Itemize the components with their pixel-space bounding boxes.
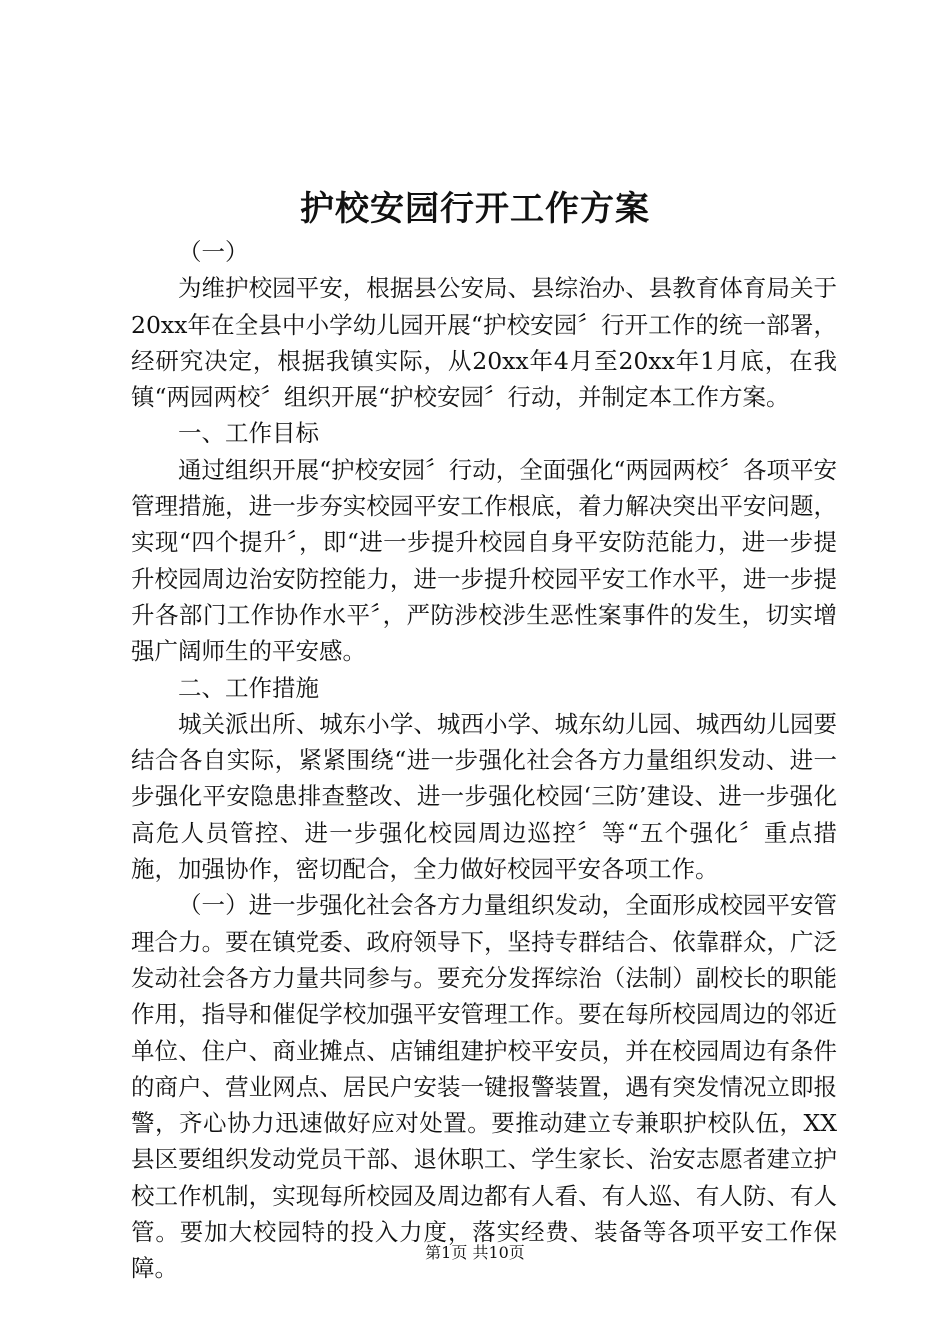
measures-paragraph: 城关派出所、城东小学、城西小学、城东幼儿园、城西幼儿园要结合各自实际，紧紧围绕“进一步强化社会各方力量组织发动、进一步强化平安隐患排查整改、进一步强化校园‘三防’建设、进一步强化高危人员管控、进一步强化校园周边巡控〞等“五个强化〞重点措施，加强协作，密切配合，全力做好校园平安各项工作。: [131, 709, 837, 884]
section-heading-goals: 一、工作目标: [178, 419, 319, 448]
page-number-footer: 第1页 共10页: [425, 1243, 525, 1262]
goals-paragraph: 通过组织开展“护校安园〞行动，全面强化“两园两校〞各项平安管理措施，进一步夯实校园平安工作根底，着力解决突出平安问题，实现“四个提升〞，即“进一步提升校园自身平安防范能力，进一步提升校园周边治安防控能力，进一步提升校园平安工作水平，进一步提升各部门工作协作水平〞，严防涉校涉生恶性案事件的发生，切实增强广阔师生的平安感。: [131, 455, 837, 666]
intro-paragraph: 为维护校园平安，根据县公安局、县综治办、县教育体育局关于20xx年在全县中小学幼儿园开展“护校安园〞行开工作的统一部署，经研究决定，根据我镇实际，从20xx年4月至20xx年1月底，在我镇“两园两校〞组织开展“护校安园〞行动，并制定本工作方案。: [131, 274, 837, 412]
section-marker: （一）: [178, 238, 249, 266]
measure-one-paragraph: （一）进一步强化社会各方力量组织发动，全面形成校园平安管理合力。要在镇党委、政府领导下，坚持专群结合、依靠群众，广泛发动社会各方力量共同参与。要充分发挥综治（法制）副校长的职能作用，指导和催促学校加强平安管理工作。要在每所校园周边的邻近单位、住户、商业摊点、店铺组建护校平安员，并在校园周边有条件的商户、营业网点、居民户安装一键报警装置，遇有突发情况立即报警，齐心协力迅速做好应对处置。要推动建立专兼职护校队伍，XX县区要组织发动党员干部、退休职工、学生家长、治安志愿者建立护校工作机制，实现每所校园及周边都有人看、有人巡、有人防、有人管。要加大校园特的投入力度，落实经费、装备等各项平安工作保障。: [131, 891, 837, 1283]
document-title: 护校安园行开工作方案: [300, 189, 650, 229]
section-heading-measures: 二、工作措施: [178, 673, 319, 702]
document-body: [131, 234, 837, 1287]
